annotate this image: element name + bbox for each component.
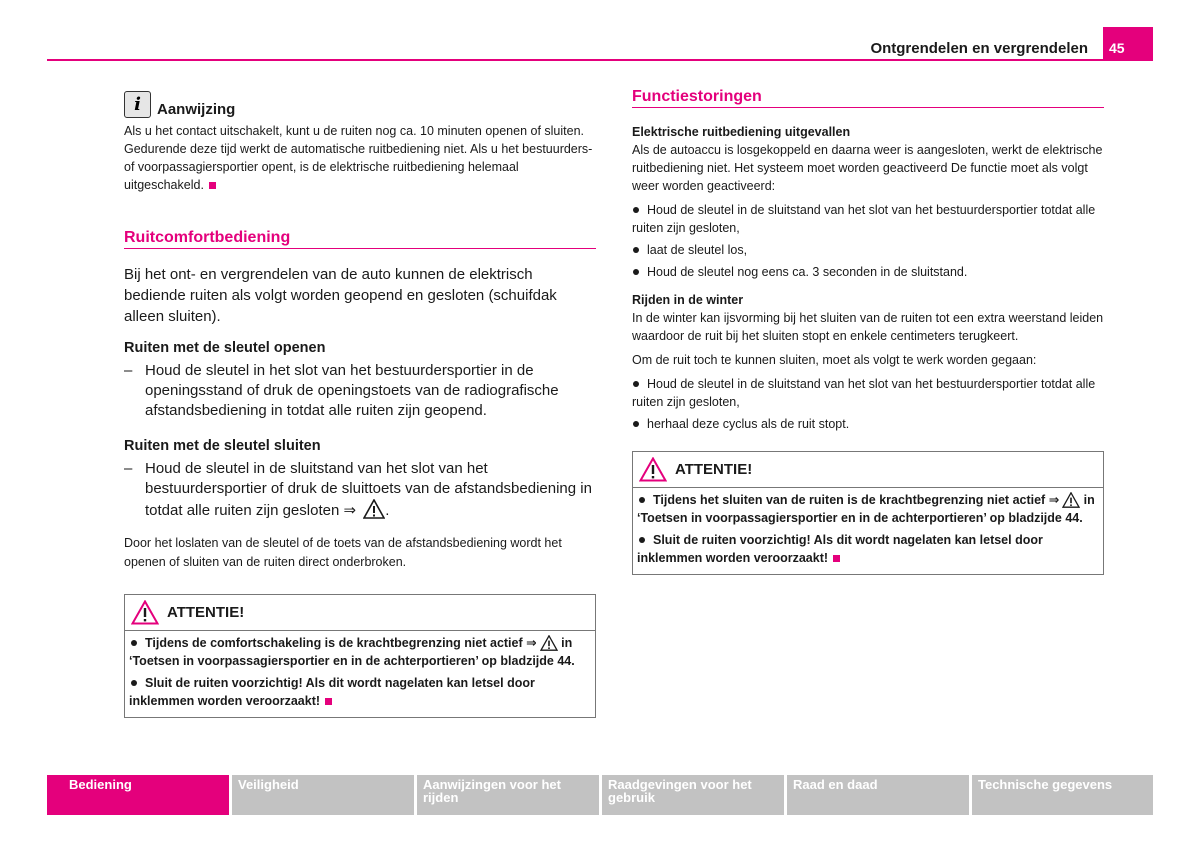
bullet-icon [131,640,137,646]
footer-tab-raad-en-daad[interactable]: Raad en daad [787,775,969,815]
list-item: Houd de sleutel in de sluitstand van het slot van het bestuurdersportier totdat alle ruiten zijn gesloten, [632,377,1096,409]
warning-triangle-icon [639,457,667,482]
footer-tab-technische-gegevens[interactable]: Technische gegevens [972,775,1153,815]
warning-body [633,488,1103,574]
end-square-icon [209,182,216,189]
info-icon: i [124,91,151,118]
warning-body [125,631,595,717]
bullet-icon [639,497,645,503]
footer-tab-aanwijzingen[interactable]: Aanwijzingen voor het rijden [417,775,599,815]
footer-tab-bediening[interactable]: Bediening [47,775,229,815]
warning-item: Tijdens het sluiten van de ruiten is de krachtbegrenzing niet actief ⇒ in ‘Toetsen in voorpassagiersportier en in de achterportieren’ op bladzijde 44. [637,493,1095,525]
note-title: Aanwijzing [157,101,236,118]
note-header [124,91,596,118]
section-title-ruitcomfort: Ruitcomfortbediening [124,229,596,249]
subheading-open: Ruiten met de sleutel openen [124,340,326,356]
intro-text: Bij het ont- en vergrendelen van de auto kunnen de elektrisch bediende ruiten als volgt worden geopend en gesloten (schuifdak alleen sluiten). [124,266,557,325]
subheading-winter: Rijden in de winter [632,293,744,307]
bullet-icon [639,537,645,543]
bullet-icon [633,381,639,387]
bullet-icon [633,207,639,213]
body-paragraph: In de winter kan ijsvorming bij het sluiten van de ruiten tot een extra weerstand leiden waardoor de ruit bij het sluiten stopt en enkele centimeters terugkeert. [632,311,1104,343]
warning-triangle-icon[interactable] [363,499,385,519]
warning-header [125,595,595,631]
right-column [632,86,1104,575]
list-item: – Houd de sleutel in de sluitstand van het slot van het bestuurdersportier of druk de sluittoets van de afstandsbediening in totdat alle ruiten zijn gesloten ⇒ . [124,460,592,519]
warning-item: Sluit de ruiten voorzichtig! Als dit wordt nagelaten kan letsel door inklemmen worden veroorzaakt! [637,533,1043,565]
bullet-icon [633,247,639,253]
dash-marker: – [124,362,133,379]
arrow-symbol: ⇒ [343,502,357,519]
warning-item: Sluit de ruiten voorzichtig! Als dit wordt nagelaten kan letsel door inklemmen worden veroorzaakt! [129,676,535,708]
list-item: Houd de sleutel nog eens ca. 3 seconden in de sluitstand. [632,263,1104,281]
header-rule [47,59,1153,61]
body-paragraph: Als de autoaccu is losgekoppeld en daarna weer is aangesloten, werkt de elektrische ruitbediening niet. Het systeem moet worden geactiveerd De functie moet als volgt weer worden geactiveerd: [632,143,1103,193]
warning-triangle-icon[interactable] [540,635,558,651]
page-number: 45 [1103,27,1153,60]
bullet-icon [633,269,639,275]
warning-title: ATTENTIE! [167,604,245,621]
list-item: laat de sleutel los, [632,241,1104,259]
warning-title: ATTENTIE! [675,461,753,478]
subheading-ruitbediening: Elektrische ruitbediening uitgevallen [632,125,851,139]
left-column [124,86,596,718]
warning-item: Tijdens de comfortschakeling is de krachtbegrenzing niet actief ⇒ in ‘Toetsen in voorpassagiersportier en in de achterportieren’ op bladzijde 44. [129,636,575,668]
subheading-close: Ruiten met de sleutel sluiten [124,438,321,454]
body-paragraph: Door het loslaten van de sleutel of de toets van de afstandsbediening wordt het openen of sluiten van de ruiten direct onderbroken. [124,536,562,569]
end-square-icon [833,555,840,562]
list-item: – Houd de sleutel in het slot van het bestuurdersportier in de openingsstand of druk de openingstoets van de radiografische afstandsbediening in totdat alle ruiten zijn geopend. [124,362,559,419]
note-text: Als u het contact uitschakelt, kunt u de ruiten nog ca. 10 minuten openen of sluiten. Gedurende deze tijd werkt de automatische ruitbediening niet. Als u het bestuurders- of voorpassagiersportier opent, is de elektrische ruitbediening helemaal uitgeschakeld. [124,124,593,192]
section-title-functiestoringen: Functiestoringen [632,88,1104,108]
header-title: Ontgrendelen en vergrendelen [870,40,1088,57]
dash-marker: – [124,460,133,477]
list-item: herhaal deze cyclus als de ruit stopt. [632,415,1104,433]
end-square-icon [325,698,332,705]
bullet-icon [131,680,137,686]
bullet-icon [633,421,639,427]
warning-box [124,594,596,718]
body-paragraph: Om de ruit toch te kunnen sluiten, moet als volgt te werk worden gegaan: [632,353,1037,367]
warning-triangle-icon [131,600,159,625]
warning-triangle-icon[interactable] [1062,492,1080,508]
list-item: Houd de sleutel in de sluitstand van het slot van het bestuurdersportier totdat alle ruiten zijn gesloten, [632,203,1096,235]
warning-header [633,452,1103,488]
warning-box [632,451,1104,575]
footer-tab-raadgevingen[interactable]: Raadgevingen voor het gebruik [602,775,784,815]
footer-tab-veiligheid[interactable]: Veiligheid [232,775,414,815]
